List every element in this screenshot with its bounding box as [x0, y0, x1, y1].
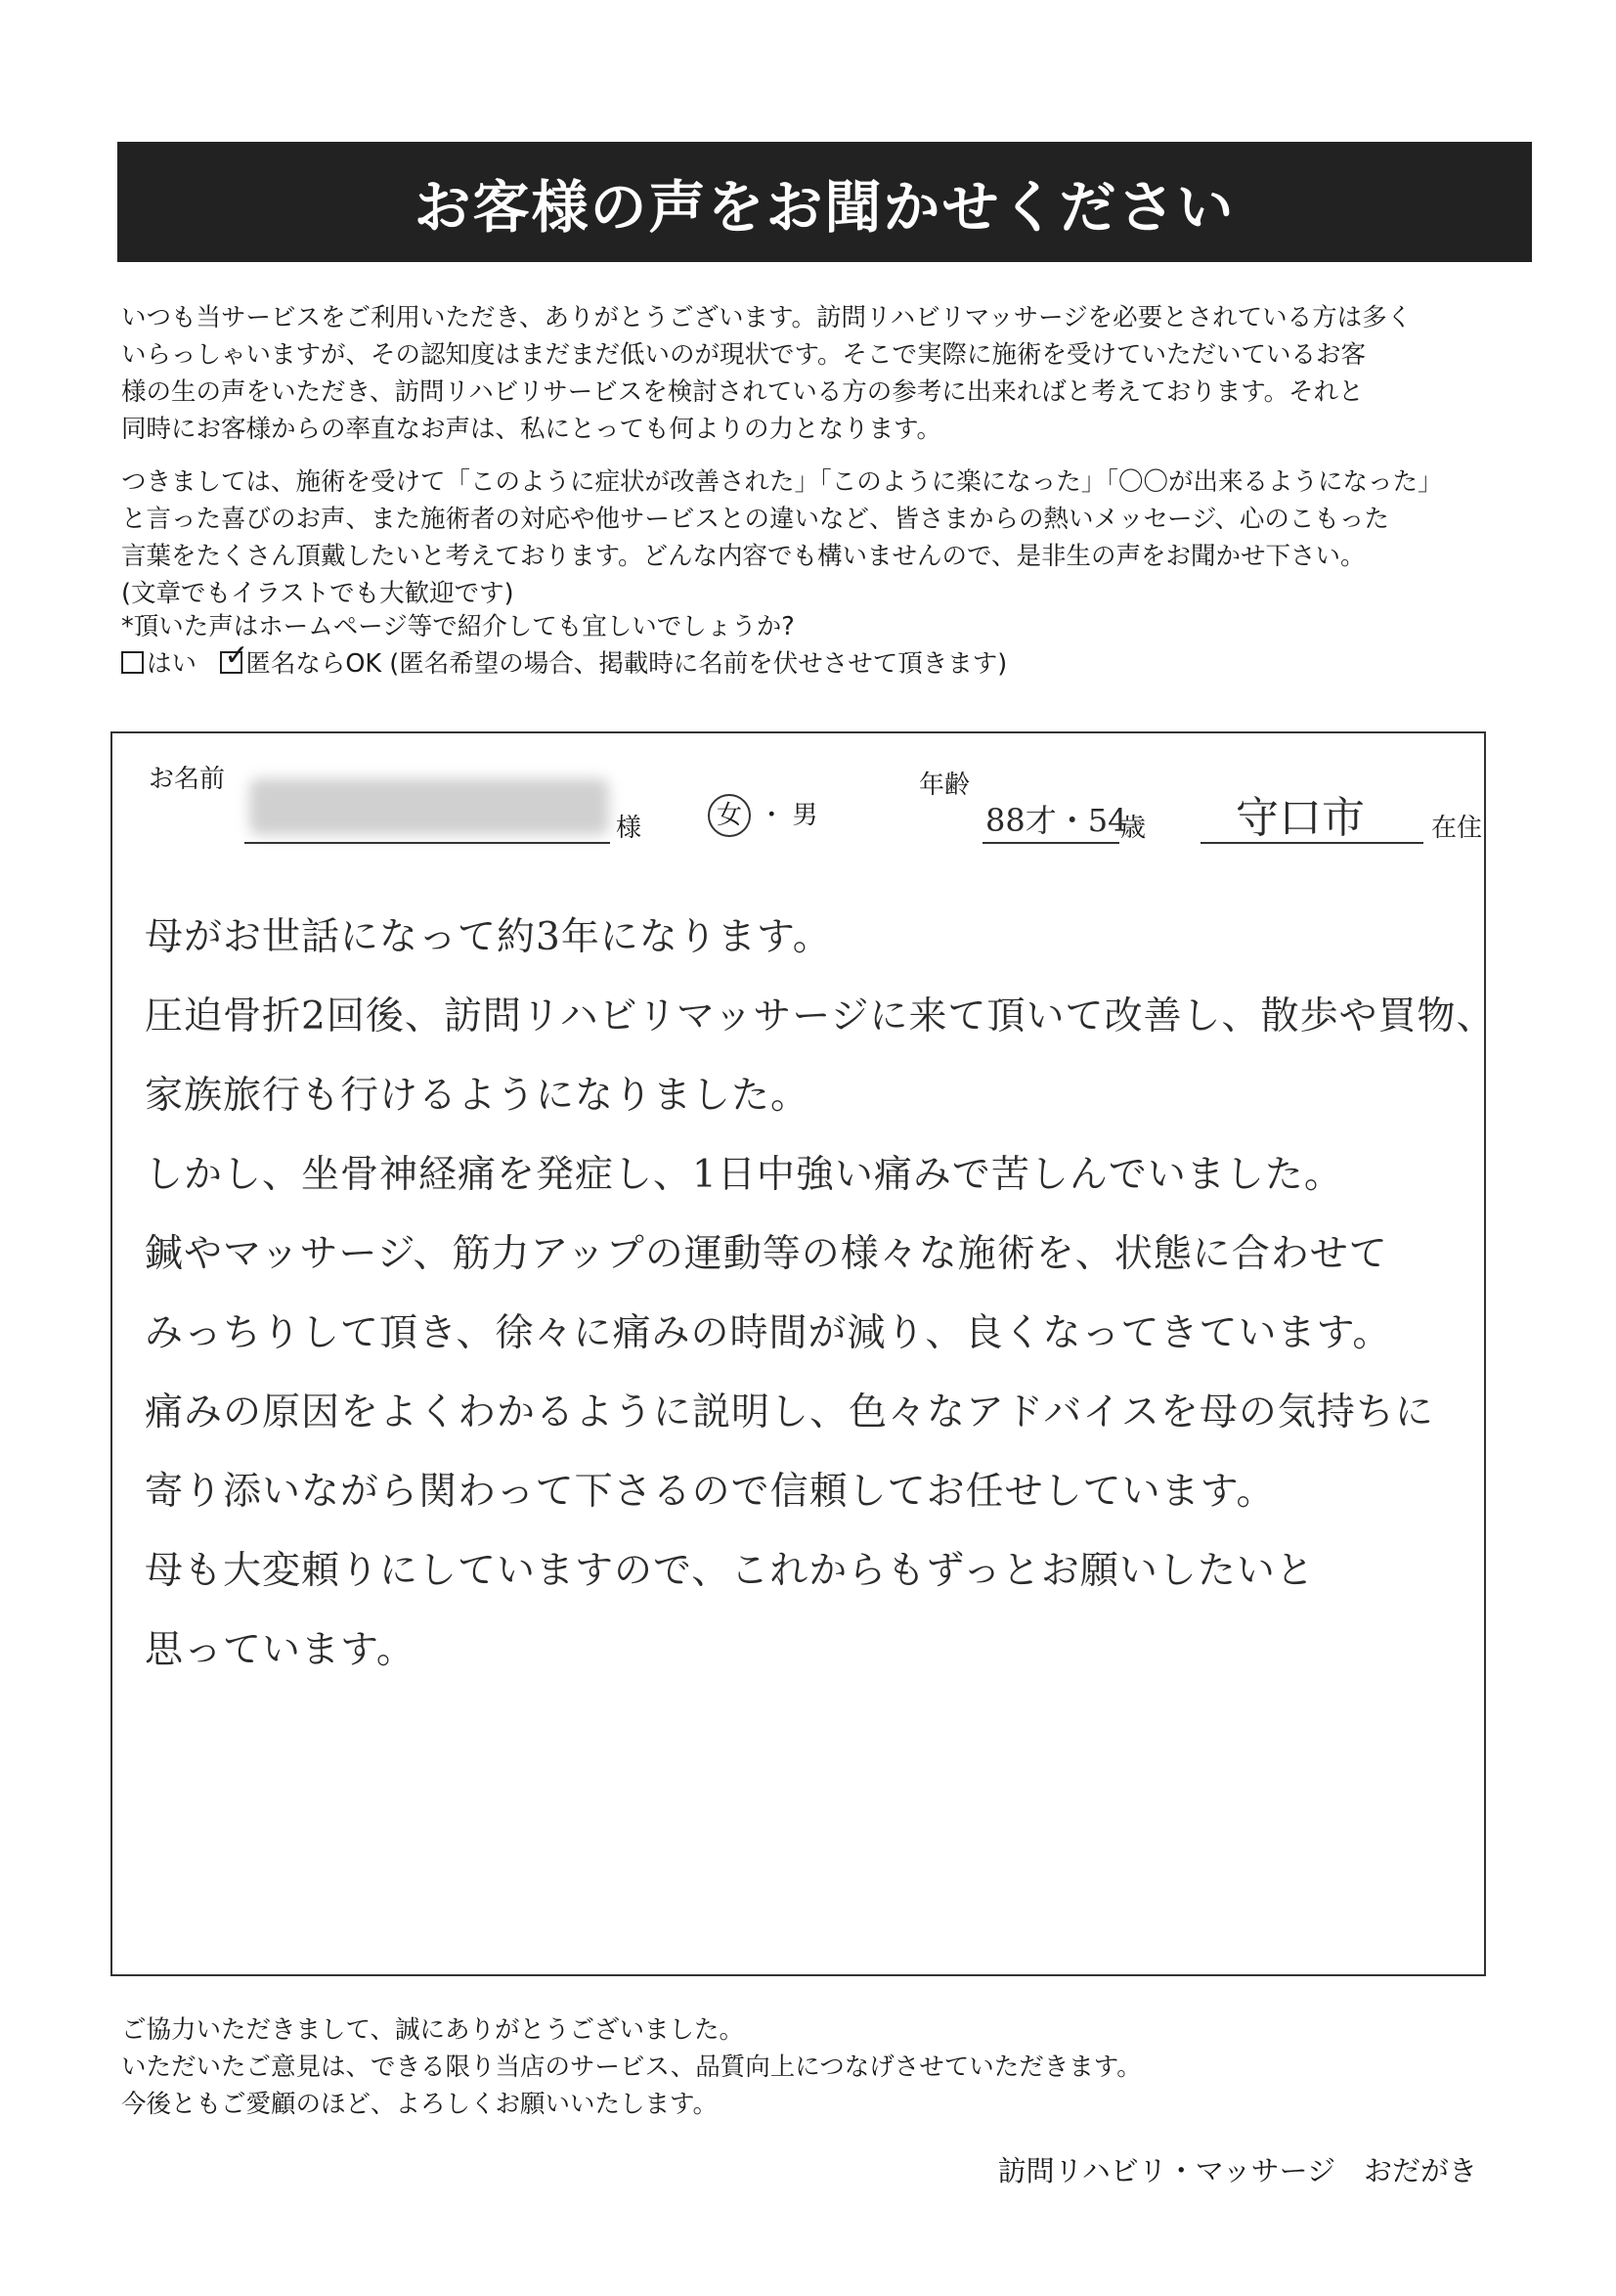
honorific-label: 様: [616, 814, 642, 843]
name-underline: [244, 842, 610, 844]
message-line: しかし、坐骨神経痛を発症し、1日中強い痛みで苦しんでいました。: [145, 1153, 1343, 1197]
gender-separator: ・: [759, 801, 785, 830]
message-line: みっちりして頂き、徐々に痛みの時間が減り、良くなってきています。: [145, 1311, 1392, 1355]
redacted-name: [249, 778, 609, 835]
business-signature: 訪問リハビリ・マッサージ おだがき: [997, 2154, 1477, 2187]
message-line: 家族旅行も行けるようになりました。: [145, 1074, 810, 1118]
age-underline: [983, 842, 1119, 844]
gender-options: [708, 794, 818, 837]
age-value: 88才・54: [985, 802, 1128, 839]
intro-paragraph: [121, 299, 1529, 448]
request-line: つきましては、施術を受けて「このように症状が改善された」「このように楽になった」「〇〇が出来るようになった」: [121, 467, 1443, 497]
message-line: 痛みの原因をよくわかるように説明し、色々なアドバイスを母の気持ちに: [145, 1391, 1434, 1435]
request-paragraph: [121, 464, 1529, 612]
message-line: 思っています。: [145, 1628, 415, 1672]
gender-female-circled[interactable]: 女: [708, 794, 751, 837]
anonymous-option-label: 匿名ならOK: [245, 649, 382, 679]
residence-label: 在住: [1431, 814, 1483, 843]
intro-line: 同時にお客様からの率直なお声は、私にとっても何よりの力となります。: [121, 415, 941, 444]
message-line: 鍼やマッサージ、筋力アップの運動等の様々な施術を、状態に合わせて: [145, 1232, 1388, 1276]
request-line: 言葉をたくさん頂戴したいと考えております。どんな内容でも構いませんので、是非生の声をお聞かせ下さい。: [121, 542, 1366, 571]
footer-line: いただいたご意見は、できる限り当店のサービス、品質向上につなげさせていただきます。: [121, 2053, 1142, 2082]
request-line: (文章でもイラストでも大歓迎です): [121, 579, 514, 608]
age-label: 年齢: [919, 771, 971, 800]
permission-options: [121, 645, 1529, 683]
page-title: お客様の声をお聞かせください: [117, 142, 1532, 262]
intro-line: 様の生の声をいただき、訪問リハビリサービスを検討されている方の参考に出来ればと考えております。それと: [121, 377, 1364, 407]
residence-value: 守口市: [1236, 793, 1365, 843]
intro-line: いつも当サービスをご利用いただき、ありがとうございます。訪問リハビリマッサージを必要とされている方は多く: [121, 303, 1413, 332]
handwritten-message: [145, 898, 1496, 1690]
name-label: お名前: [149, 765, 226, 794]
yes-checkbox[interactable]: [121, 651, 144, 674]
intro-line: いらっしゃいますが、その認知度はまだまだ低いのが現状です。そこで実際に施術を受けていただいているお客: [121, 340, 1366, 370]
footer-line: 今後ともご愛顧のほど、よろしくお願いいたします。: [121, 2090, 718, 2119]
anonymous-note: (匿名希望の場合、掲載時に名前を伏せさせて頂きます): [389, 649, 1008, 679]
permission-section: [121, 608, 1529, 683]
anonymous-checkbox[interactable]: [220, 651, 242, 674]
residence-underline: [1201, 842, 1423, 844]
footer-thanks: [121, 2011, 1529, 2123]
message-line: 母がお世話になって約3年になります。: [145, 915, 832, 959]
message-line: 圧迫骨折2回後、訪問リハビリマッサージに来て頂いて改善し、散歩や買物、: [145, 994, 1496, 1038]
request-line: と言った喜びのお声、また施術者の対応や他サービスとの違いなど、皆さまからの熱いメッセージ、心のこもった: [121, 505, 1389, 534]
message-line: 母も大変頼りにしていますので、これからもずっとお願いしたいと: [145, 1549, 1315, 1593]
message-line: 寄り添いながら関わって下さるので信頼してお任せしています。: [145, 1470, 1276, 1514]
footer-line: ご協力いただきまして、誠にありがとうございました。: [121, 2015, 744, 2045]
gender-male[interactable]: 男: [792, 801, 818, 830]
age-unit: 歳: [1120, 814, 1147, 843]
yes-option-label: はい: [147, 649, 197, 679]
permission-question: *頂いた声はホームページ等で紹介しても宜しいでしょうか?: [121, 612, 795, 641]
